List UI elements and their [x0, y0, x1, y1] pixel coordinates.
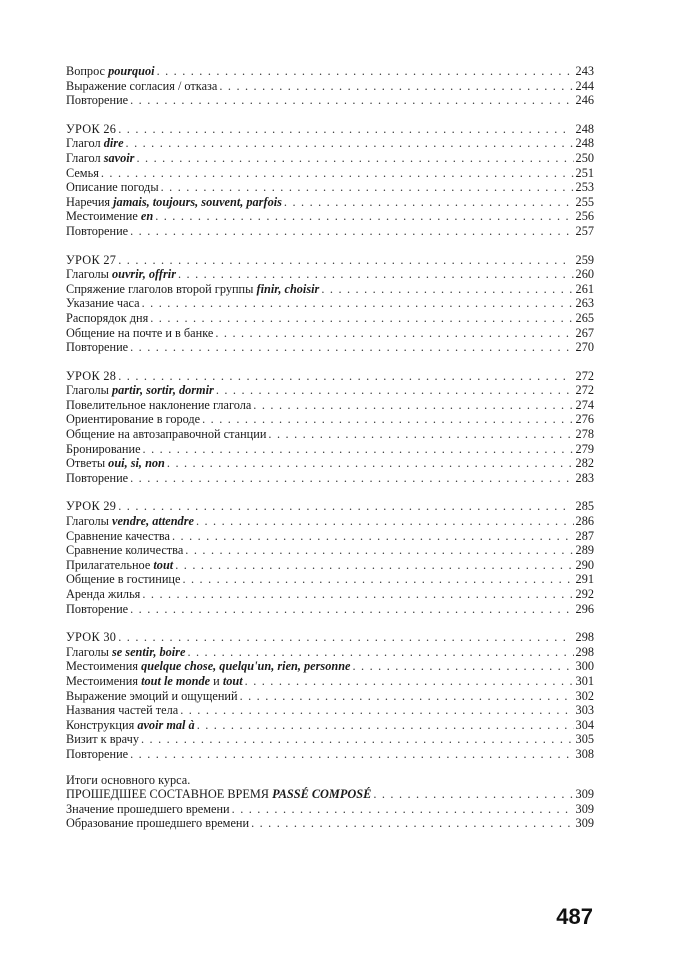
toc-entry-title: Спряжение глаголов второй группы finir, choisir	[66, 281, 320, 296]
toc-page-number: 257	[575, 223, 594, 238]
toc-page-number: 251	[575, 165, 594, 180]
toc-page-number: 309	[575, 787, 594, 802]
toc-entry	[66, 529, 594, 544]
toc-page-number: 287	[575, 528, 594, 543]
toc-leader-dots	[251, 816, 573, 831]
toc-entry	[66, 732, 594, 747]
toc-leader-dots	[185, 543, 573, 558]
toc-entry	[66, 267, 594, 282]
toc-leader-dots	[130, 602, 573, 617]
toc-entry	[66, 166, 594, 181]
toc-entry-title: Глагол savoir	[66, 150, 135, 165]
toc-entry	[66, 195, 594, 210]
toc-entry-title: Семья	[66, 165, 99, 180]
page-number: 487	[556, 904, 593, 929]
toc-entry-title: Выражение согласия / отказа	[66, 78, 218, 93]
toc-leader-dots	[157, 64, 574, 79]
toc-entry-title: Итоги основного курса.	[66, 772, 191, 787]
toc-entry	[66, 224, 594, 239]
toc-leader-dots	[196, 514, 574, 529]
toc-entry	[66, 602, 594, 617]
toc-entry-title: Местоимение en	[66, 209, 154, 224]
toc-entry	[66, 383, 594, 398]
toc-page-number: 263	[575, 296, 594, 311]
toc-leader-dots	[172, 529, 574, 544]
toc-entry-title: Глаголы vendre, attendre	[66, 514, 194, 529]
toc-page-number: 304	[575, 717, 594, 732]
toc-entry-title: Повторение	[66, 93, 129, 108]
toc-entry-title: Выражение эмоций и ощущений	[66, 688, 238, 703]
toc-page-number: 309	[575, 816, 594, 831]
toc-entry-title: Общение на автозаправочной станции	[66, 427, 267, 442]
table-of-contents	[66, 64, 594, 831]
toc-leader-dots	[178, 267, 574, 282]
toc-entry-title: Прилагательное tout	[66, 557, 174, 572]
toc-entry	[66, 787, 594, 802]
toc-page-number: 305	[575, 732, 594, 747]
toc-entry	[66, 427, 594, 442]
toc-page-number: 248	[575, 121, 594, 136]
toc-leader-dots	[118, 499, 567, 514]
toc-entry	[66, 587, 594, 602]
toc-entry-title: Повторение	[66, 470, 129, 485]
toc-entry	[66, 64, 594, 79]
toc-leader-dots	[175, 558, 573, 573]
toc-entry	[66, 180, 594, 195]
toc-entry-title: Указание часа	[66, 296, 140, 311]
toc-entry	[66, 456, 594, 471]
toc-entry-title: Местоимения tout le monde и tout	[66, 673, 243, 688]
toc-leader-dots	[150, 311, 573, 326]
toc-page-number: 250	[575, 150, 594, 165]
toc-entry-title: Повторение	[66, 223, 129, 238]
toc-leader-dots	[216, 383, 574, 398]
toc-entry-title: Повелительное наклонение глагола	[66, 397, 252, 412]
toc-leader-dots	[284, 195, 574, 210]
toc-entry	[66, 412, 594, 427]
toc-page-number: 298	[575, 630, 594, 645]
toc-page-number: 302	[575, 688, 594, 703]
toc-page-number: 301	[575, 673, 594, 688]
toc-page-number: 244	[575, 78, 594, 93]
toc-entry-title: Визит к врачу	[66, 732, 139, 747]
toc-leader-dots	[180, 703, 573, 718]
toc-leader-dots	[118, 369, 567, 384]
toc-entry-title: Сравнение качества	[66, 528, 170, 543]
toc-entry-title: УРОК 26	[66, 121, 117, 136]
toc-entry-title: Названия частей тела	[66, 703, 179, 718]
toc-entry	[66, 689, 594, 704]
toc-entry-title: Глаголы partir, sortir, dormir	[66, 383, 214, 398]
toc-page-number: 308	[575, 746, 594, 761]
toc-entry-title: УРОК 28	[66, 368, 117, 383]
toc-leader-dots	[232, 802, 574, 817]
toc-entry	[66, 543, 594, 558]
toc-entry	[66, 136, 594, 151]
toc-leader-dots	[143, 442, 574, 457]
toc-leader-dots	[130, 747, 573, 762]
toc-page-number: 292	[575, 587, 594, 601]
toc-leader-dots	[126, 136, 574, 151]
toc-entry	[66, 802, 594, 817]
toc-page-number: 282	[575, 456, 594, 471]
toc-entry-title: Распорядок дня	[66, 310, 149, 325]
toc-entry	[66, 558, 594, 573]
toc-entry-title: Аренда жилья	[66, 587, 141, 601]
toc-leader-dots	[130, 93, 573, 108]
toc-page-number: 286	[575, 514, 594, 529]
toc-entry	[66, 645, 594, 660]
toc-entry	[66, 209, 594, 224]
toc-entry-title: Бронирование	[66, 441, 141, 456]
toc-leader-dots	[155, 209, 573, 224]
toc-entry-title: ПРОШЕДШЕЕ СОСТАВНОЕ ВРЕМЯ PASSÉ COMPOSÉ	[66, 787, 372, 802]
toc-entry-title: Ответы oui, si, non	[66, 456, 165, 471]
toc-entry-title: Глагол dire	[66, 136, 124, 151]
toc-page-number: 303	[575, 703, 594, 718]
toc-entry-title: Повторение	[66, 746, 129, 761]
toc-leader-dots	[101, 166, 574, 181]
toc-entry-title: Ориентирование в городе	[66, 412, 201, 427]
toc-entry	[66, 398, 594, 413]
toc-entry	[66, 442, 594, 457]
toc-page-number: 300	[575, 659, 594, 674]
toc-entry	[66, 296, 594, 311]
toc-leader-dots	[215, 326, 573, 341]
toc-page-number: 248	[575, 136, 594, 151]
toc-leader-dots	[142, 587, 573, 602]
toc-entry	[66, 326, 594, 341]
toc-entry	[66, 659, 594, 674]
toc-page-number: 243	[575, 64, 594, 78]
toc-leader-dots	[240, 689, 574, 704]
toc-page-number: 279	[575, 441, 594, 456]
toc-lesson-heading	[66, 499, 594, 514]
toc-entry	[66, 718, 594, 733]
toc-entry-title: УРОК 29	[66, 499, 117, 514]
toc-entry	[66, 572, 594, 587]
toc-entry	[66, 79, 594, 94]
toc-leader-dots	[245, 674, 574, 689]
toc-section-note	[66, 773, 594, 788]
toc-entry	[66, 816, 594, 831]
toc-page-number: 261	[575, 281, 594, 296]
toc-entry-title: Местоимения quelque chose, quelqu'un, rien, personne	[66, 659, 351, 674]
toc-entry	[66, 703, 594, 718]
toc-entry	[66, 93, 594, 108]
toc-leader-dots	[353, 659, 574, 674]
toc-lesson-heading	[66, 122, 594, 137]
toc-page-number: 283	[575, 470, 594, 485]
toc-page-number: 278	[575, 427, 594, 442]
toc-page-number: 255	[575, 194, 594, 209]
toc-page-number: 272	[575, 383, 594, 398]
toc-entry-title: Повторение	[66, 601, 129, 616]
toc-leader-dots	[130, 340, 573, 355]
toc-page-number: 253	[575, 180, 594, 195]
toc-page-number: 274	[575, 397, 594, 412]
toc-entry-title: Описание погоды	[66, 180, 159, 195]
toc-entry-title: УРОК 27	[66, 252, 117, 267]
toc-leader-dots	[321, 282, 573, 297]
toc-entry	[66, 311, 594, 326]
toc-entry-title: Сравнение количества	[66, 543, 184, 558]
toc-leader-dots	[182, 572, 573, 587]
toc-leader-dots	[142, 296, 574, 311]
toc-leader-dots	[130, 224, 573, 239]
toc-leader-dots	[136, 151, 573, 166]
toc-entry-title: Образование прошедшего времени	[66, 816, 250, 831]
toc-entry-title: Наречия jamais, toujours, souvent, parfois	[66, 194, 282, 209]
toc-leader-dots	[197, 718, 574, 733]
toc-leader-dots	[253, 398, 573, 413]
toc-entry-title: Общение в гостинице	[66, 572, 181, 587]
toc-entry	[66, 151, 594, 166]
toc-page-number: 267	[575, 325, 594, 340]
toc-leader-dots	[161, 180, 574, 195]
toc-page-number: 298	[575, 644, 594, 659]
toc-leader-dots	[219, 79, 573, 94]
toc-page-number: 270	[575, 340, 594, 355]
toc-entry-title: Глаголы se sentir, boire	[66, 644, 186, 659]
toc-entry-title: УРОК 30	[66, 630, 117, 645]
toc-entry	[66, 471, 594, 486]
toc-page-number: 265	[575, 310, 594, 325]
toc-entry-title: Вопрос pourquoi	[66, 64, 155, 78]
toc-page-number: 260	[575, 267, 594, 282]
toc-page-number: 309	[575, 801, 594, 816]
toc-entry-title: Конструкция avoir mal à	[66, 717, 195, 732]
toc-leader-dots	[167, 456, 574, 471]
toc-page-number: 291	[575, 572, 594, 587]
toc-entry	[66, 747, 594, 762]
toc-leader-dots	[118, 122, 567, 137]
toc-entry-title: Глаголы ouvrir, offrir	[66, 267, 176, 282]
toc-leader-dots	[141, 732, 574, 747]
toc-page-number: 256	[575, 209, 594, 224]
toc-entry-title: Повторение	[66, 340, 129, 355]
toc-entry	[66, 282, 594, 297]
toc-entry	[66, 340, 594, 355]
toc-page-number: 290	[575, 557, 594, 572]
toc-leader-dots	[187, 645, 573, 660]
toc-leader-dots	[118, 630, 567, 645]
toc-lesson-heading	[66, 253, 594, 268]
toc-page-number: 259	[575, 252, 594, 267]
toc-entry-title: Значение прошедшего времени	[66, 801, 230, 816]
toc-leader-dots	[130, 471, 573, 486]
toc-page-number: 296	[575, 601, 594, 616]
toc-leader-dots	[373, 787, 573, 802]
toc-page-number: 289	[575, 543, 594, 558]
toc-entry-title: Общение на почте и в банке	[66, 325, 214, 340]
toc-page-number: 272	[575, 368, 594, 383]
toc-page-number: 285	[575, 499, 594, 514]
toc-entry	[66, 514, 594, 529]
toc-leader-dots	[268, 427, 573, 442]
toc-page-number: 246	[575, 93, 594, 108]
toc-leader-dots	[202, 412, 573, 427]
toc-leader-dots	[118, 253, 567, 268]
toc-lesson-heading	[66, 630, 594, 645]
toc-entry	[66, 674, 594, 689]
toc-lesson-heading	[66, 369, 594, 384]
toc-page-number: 276	[575, 412, 594, 427]
